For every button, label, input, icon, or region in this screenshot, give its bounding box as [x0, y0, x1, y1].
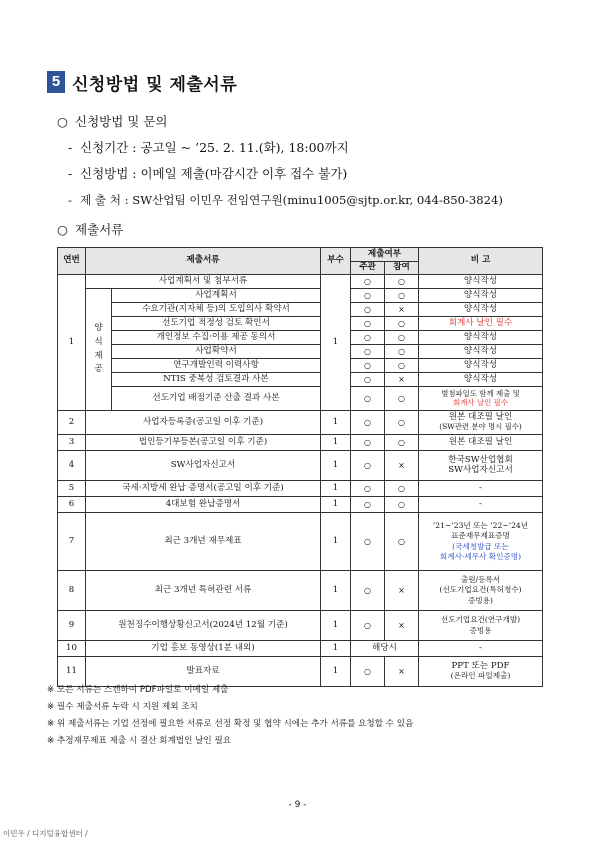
row-merged-status: 해당시 — [351, 641, 419, 657]
header-no: 연번 — [58, 248, 86, 275]
table-row — [58, 571, 543, 611]
dash-bullet-icon: - — [68, 193, 72, 207]
table-row — [58, 611, 543, 641]
table-row — [58, 497, 543, 513]
header-part: 참여 — [385, 262, 419, 275]
row-doc: 개인정보 수집·이용 제공 동의서 — [112, 331, 321, 345]
row-remark: 출원/등록서 (선도기업요건(특허청수) 증빙용) — [419, 571, 543, 611]
row-host: ○ — [351, 387, 385, 411]
row-remark: - — [419, 481, 543, 497]
table-row — [58, 345, 543, 359]
table-row — [58, 331, 543, 345]
row-remark: 별첨파일도 함께 제출 및 회계사 날인 필수 — [419, 387, 543, 411]
row-host: ○ — [351, 275, 385, 289]
group-label: 양 식 제 공 — [86, 289, 112, 411]
note-3: ※ 위 제출서류는 기업 선정에 필요한 서류로 선정 확정 및 협약 시에는 추가 서류를 요청할 수 있음 — [47, 719, 414, 729]
row-host: ○ — [351, 359, 385, 373]
row-host: ○ — [351, 435, 385, 451]
row-remark: ’21~’23년 또는 ’22~’24년 표준재무제표증명 (국세청발급 또는 회계사·세무사 확인증명) — [419, 513, 543, 571]
row-part: ○ — [385, 359, 419, 373]
row-remark: 양식작성 — [419, 345, 543, 359]
row-part: × — [385, 303, 419, 317]
row-remark: 양식작성 — [419, 289, 543, 303]
circle-bullet-icon: ○ — [57, 222, 68, 237]
circle-bullet-icon: ○ — [57, 114, 68, 129]
row-no: 2 — [58, 411, 86, 435]
row-doc: 수요기관(지자체 등)의 도입의사 확약서 — [112, 303, 321, 317]
row-doc: 최근 3개년 특허관련 서류 — [86, 571, 321, 611]
row-copies: 1 — [321, 611, 351, 641]
row-copies: 1 — [321, 451, 351, 481]
table-row — [58, 387, 543, 411]
row-copies: 1 — [321, 657, 351, 687]
row-remark: PPT 또는 PDF (온라인 파일제출) — [419, 657, 543, 687]
dash-bullet-icon: - — [68, 166, 73, 181]
header-doc: 제출서류 — [86, 248, 321, 275]
table-row — [58, 289, 543, 303]
row-host: ○ — [351, 331, 385, 345]
row-remark: 회계사 날인 필수 — [419, 317, 543, 331]
row-no: 11 — [58, 657, 86, 687]
row-remark: 양식작성 — [419, 373, 543, 387]
row-copies: 1 — [321, 571, 351, 611]
row-part: ○ — [385, 481, 419, 497]
row-host: ○ — [351, 345, 385, 359]
header-status: 제출여부 — [351, 248, 419, 262]
row-doc: 법인등기부등본(공고일 이후 기준) — [86, 435, 321, 451]
submit-line — [68, 192, 503, 208]
row-doc: 사업계획서 및 첨부서류 — [86, 275, 321, 289]
row-host: ○ — [351, 611, 385, 641]
row-remark: 선도기업요건(연구개발) 증빙용 — [419, 611, 543, 641]
table-row — [58, 513, 543, 571]
row-host: ○ — [351, 303, 385, 317]
dash-bullet-icon: - — [68, 140, 73, 155]
row-copies: 1 — [321, 411, 351, 435]
apply-submit: 제 출 처 : SW산업팀 이민우 전임연구원(minu1005@sjtp.or.kr, 044-850-3824) — [80, 193, 503, 207]
header-copies: 부수 — [321, 248, 351, 275]
row-part: ○ — [385, 513, 419, 571]
row-part: ○ — [385, 411, 419, 435]
note-4: ※ 추정재무제표 제출 시 결산 회계법인 날인 필요 — [47, 736, 232, 746]
apply-period: 신청기간 : 공고일 ~ ’25. 2. 11.(화), 18:00까지 — [80, 140, 349, 155]
header-host: 주관 — [351, 262, 385, 275]
row-no: 1 — [58, 275, 86, 411]
row-copies: 1 — [321, 497, 351, 513]
period-line — [68, 138, 349, 156]
row-doc: 사업자등록증(공고일 이후 기준) — [86, 411, 321, 435]
row-remark: - — [419, 497, 543, 513]
row-no: 10 — [58, 641, 86, 657]
page-number: - 9 - — [288, 800, 307, 810]
row-copies: 1 — [321, 513, 351, 571]
row-doc: 사업계획서 — [112, 289, 321, 303]
row-remark: 한국SW산업협회 SW사업자신고서 — [419, 451, 543, 481]
table-row — [58, 373, 543, 387]
row-part: ○ — [385, 331, 419, 345]
row-host: ○ — [351, 513, 385, 571]
apply-heading-line — [57, 112, 167, 130]
row-doc: NTIS 중복성 검토결과 사본 — [112, 373, 321, 387]
table-row — [58, 411, 543, 435]
table-row — [58, 641, 543, 657]
row-doc: 최근 3개년 재무제표 — [86, 513, 321, 571]
table-row — [58, 451, 543, 481]
row-doc: 연구개발인력 이력사항 — [112, 359, 321, 373]
header-remark: 비 고 — [419, 248, 543, 275]
table-row — [58, 435, 543, 451]
row-doc: 발표자료 — [86, 657, 321, 687]
row-part: ○ — [385, 317, 419, 331]
apply-heading: 신청방법 및 문의 — [75, 114, 168, 129]
row-no: 4 — [58, 451, 86, 481]
row-doc: SW사업자신고서 — [86, 451, 321, 481]
section-number: 5 — [47, 71, 65, 93]
row-host: ○ — [351, 571, 385, 611]
row-part: × — [385, 611, 419, 641]
row-host: ○ — [351, 373, 385, 387]
row-part: ○ — [385, 435, 419, 451]
row-part: ○ — [385, 275, 419, 289]
row-remark: 원본 대조필 날인 (SW관련 분야 명시 필수) — [419, 411, 543, 435]
row-part: ○ — [385, 345, 419, 359]
table-row — [58, 317, 543, 331]
row-no: 3 — [58, 435, 86, 451]
row-remark: 양식작성 — [419, 303, 543, 317]
row-copies: 1 — [321, 641, 351, 657]
docs-heading-line — [57, 220, 123, 238]
footer-text: 이민우 / 디지털융합센터 / — [3, 829, 88, 838]
row-host: ○ — [351, 289, 385, 303]
row-doc: 국세·지방세 완납 증명서(공고일 이후 기준) — [86, 481, 321, 497]
row-part: ○ — [385, 387, 419, 411]
table-row — [58, 275, 543, 289]
row-part: × — [385, 451, 419, 481]
method-line — [68, 164, 347, 182]
note-1: ※ 모든 서류는 스캔하여 PDF파일로 이메일 제출 — [47, 685, 229, 695]
note-2: ※ 필수 제출서류 누락 시 지원 제외 조치 — [47, 702, 198, 712]
row-copies: 1 — [321, 481, 351, 497]
apply-method: 신청방법 : 이메일 제출(마감시간 이후 접수 불가) — [80, 166, 348, 181]
section-title: 신청방법 및 제출서류 — [72, 74, 238, 95]
row-copies: 1 — [321, 435, 351, 451]
row-doc: 사업확약서 — [112, 345, 321, 359]
row-host: ○ — [351, 317, 385, 331]
row-part: ○ — [385, 289, 419, 303]
documents-table — [57, 247, 543, 687]
table-row — [58, 657, 543, 687]
row-remark: 양식작성 — [419, 359, 543, 373]
row-host: ○ — [351, 497, 385, 513]
row-doc: 기업 홍보 동영상(1분 내외) — [86, 641, 321, 657]
section-header — [47, 71, 237, 93]
row-part: × — [385, 657, 419, 687]
row-doc: 원천징수이행상황신고서(2024년 12월 기준) — [86, 611, 321, 641]
row-doc: 4대보험 완납증명서 — [86, 497, 321, 513]
row-remark: 원본 대조필 날인 — [419, 435, 543, 451]
row-doc: 선도기업 적정성 검토 확인서 — [112, 317, 321, 331]
row-host: ○ — [351, 411, 385, 435]
row-host: ○ — [351, 657, 385, 687]
table-row — [58, 359, 543, 373]
table-row — [58, 303, 543, 317]
row-remark: 양식작성 — [419, 275, 543, 289]
row-host: ○ — [351, 481, 385, 497]
row-no: 5 — [58, 481, 86, 497]
row-part: ○ — [385, 497, 419, 513]
row-no: 7 — [58, 513, 86, 571]
row-remark: - — [419, 641, 543, 657]
row-part: × — [385, 373, 419, 387]
row-host: ○ — [351, 451, 385, 481]
row-copies: 1 — [321, 275, 351, 411]
row-no: 6 — [58, 497, 86, 513]
row-no: 9 — [58, 611, 86, 641]
row-no: 8 — [58, 571, 86, 611]
table-row — [58, 481, 543, 497]
row-doc: 선도기업 배점기준 산출 결과 사본 — [112, 387, 321, 411]
docs-heading: 제출서류 — [75, 222, 124, 237]
row-part: × — [385, 571, 419, 611]
row-remark: 양식작성 — [419, 331, 543, 345]
